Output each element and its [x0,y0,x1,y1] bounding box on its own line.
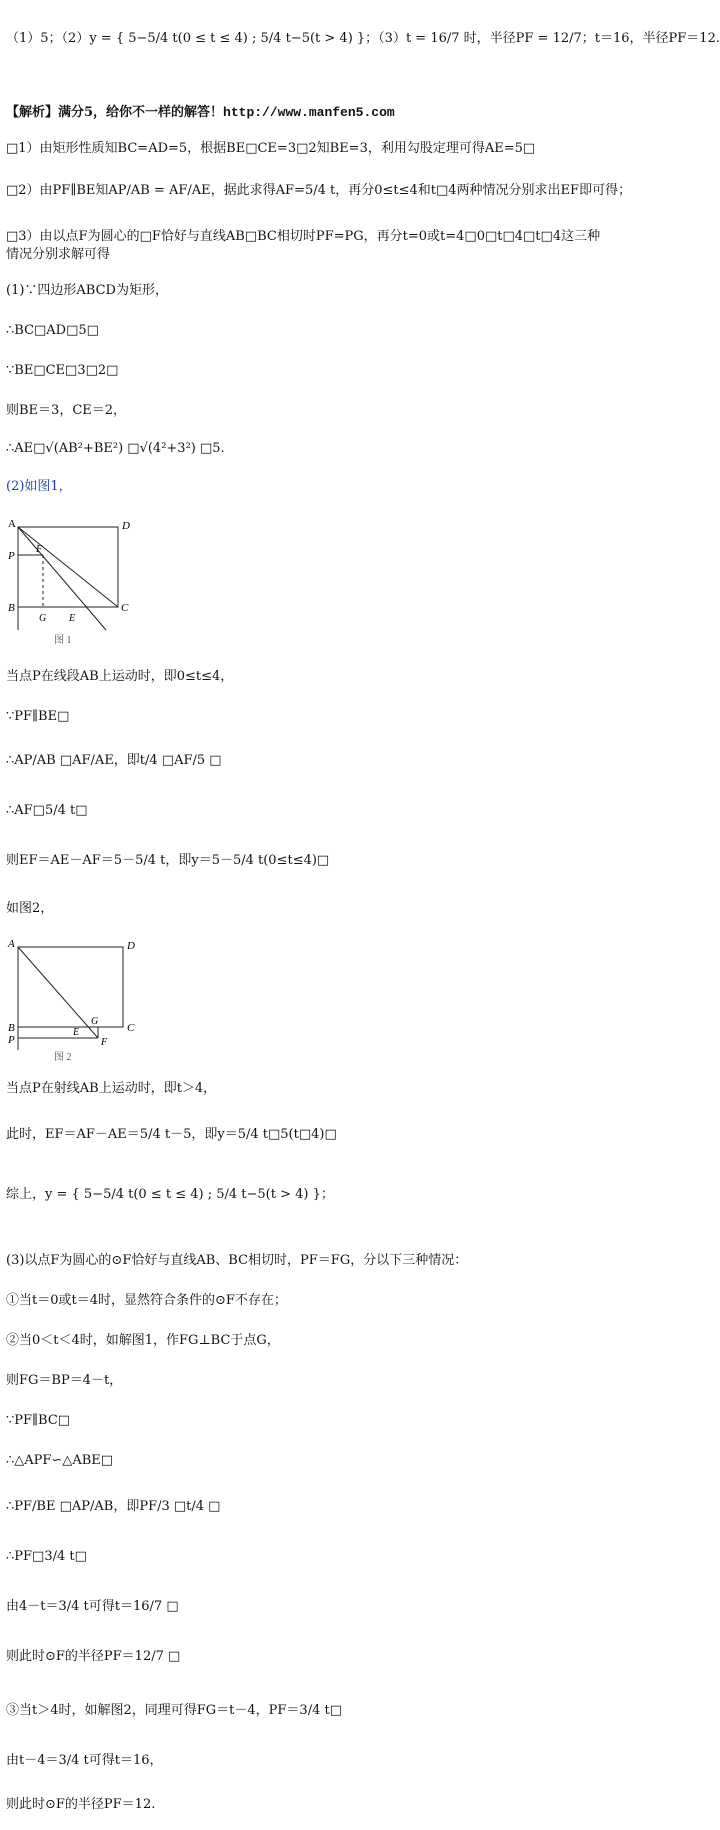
sol-5: ∴AE□√(AB²+BE²) □√(4²+3²) □5. [6,441,225,456]
label-f-2: F [101,1037,108,1048]
sol-7: 当点P在线段AB上运动时，即0≤t≤4， [6,669,234,684]
label-p: P [8,550,15,562]
label-g: G [39,613,47,624]
sol-23: ∴PF□3/4 t□ [6,1549,87,1564]
label-f: F [36,544,43,555]
figure-2 [6,935,156,1069]
rect-abcd-2 [18,947,123,1027]
label-b: B [8,602,15,614]
label-c-2: C [127,1022,135,1034]
sol-25: 则此时⊙F的半径PF＝12/7 □ [6,1649,181,1664]
sol-12: 如图2， [6,901,54,916]
answer-line: （1）5；（2）y = { 5−5/4 t(0 ≤ t ≤ 4) ; 5/4 t−5(t > 4) }；（3）t = 16/7 时，半径PF = 12/7；t＝16，半径PF＝12. [6,31,720,46]
line-ae [18,527,106,630]
label-a: A [8,518,16,530]
header-url: http://www.manfen5.com [223,105,395,120]
label-c: C [121,602,129,614]
sol-21: ∴△APF∽△ABE□ [6,1453,114,1468]
figure-1-svg [6,515,146,655]
diagonal-ac [18,527,118,607]
caption-1: 图 1 [54,635,72,646]
sol-1: (1)∵四边形ABCD为矩形， [6,283,168,298]
sol-13: 当点P在射线AB上运动时，即t＞4， [6,1081,217,1096]
sol-27: 由t－4＝3/4 t可得t＝16， [6,1753,163,1768]
sol-10: ∴AF□5/4 t□ [6,803,88,818]
label-e: E [69,613,76,624]
sol-18: ②当0＜t＜4时，如解图1，作FG⊥BC于点G， [6,1333,280,1348]
sol-2: ∴BC□AD□5□ [6,323,99,338]
analysis-1: □1）由矩形性质知BC=AD=5，根据BE□CE=3□2知BE=3，利用勾股定理可得AE=5□ [6,141,536,156]
sol-8: ∵PF∥BE□ [6,709,70,724]
header-label: 【解析】满分5，给你不一样的解答！ [6,105,224,120]
label-a-2: A [8,938,15,950]
analysis-2: □2）由PF∥BE知AP/AB = AF/AE，据此求得AF=5/4 t，再分0≤t≤4和t□4两种情况分别求出EF即可得； [6,183,632,198]
sol-6: (2)如图1， [6,479,72,494]
label-g-2: G [91,1016,99,1027]
label-p-2: P [8,1034,15,1046]
sol-24: 由4－t＝3/4 t可得t＝16/7 □ [6,1599,179,1614]
analysis-header [6,104,395,122]
sol-15: 综上，y = { 5−5/4 t(0 ≤ t ≤ 4) ; 5/4 t−5(t > 4) }； [6,1187,334,1202]
label-e-2: E [73,1027,80,1038]
sol-28: 则此时⊙F的半径PF＝12. [6,1797,156,1812]
label-d-2: D [127,940,135,952]
caption-2: 图 2 [54,1052,72,1063]
sol-4: 则BE＝3，CE＝2， [6,403,127,418]
sol-16: (3)以点F为圆心的⊙F恰好与直线AB、BC相切时，PF＝FG，分以下三种情况： [6,1253,468,1268]
sol-17: ①当t＝0或t＝4时，显然符合条件的⊙F不存在； [6,1293,287,1308]
sol-11: 则EF＝AE－AF＝5－5/4 t，即y＝5－5/4 t(0≤t≤4)□ [6,853,330,868]
label-d: D [122,520,130,532]
sol-3: ∵BE□CE□3□2□ [6,363,119,378]
sol-26: ③当t＞4时，如解图2，同理可得FG＝t－4，PF＝3/4 t□ [6,1703,342,1718]
analysis-4: 情况分别求解可得 [6,247,111,262]
sol-20: ∵PF∥BC□ [6,1413,71,1428]
label-b-2: B [8,1022,15,1034]
sol-19: 则FG＝BP＝4－t， [6,1373,123,1388]
sol-14: 此时，EF＝AF－AE＝5/4 t－5，即y＝5/4 t□5(t□4)□ [6,1127,337,1142]
sol-22: ∴PF/BE □AP/AB，即PF/3 □t/4 □ [6,1499,221,1514]
figure-1 [6,515,146,659]
figure-2-svg [6,935,156,1065]
line-af [18,947,98,1038]
analysis-3: □3）由以点F为圆心的□F恰好与直线AB□BC相切时PF=PG，再分t=0或t=4□0□t□4□t□4这三种 [6,229,601,244]
sol-9: ∴AP/AB □AF/AE，即t/4 □AF/5 □ [6,753,222,768]
